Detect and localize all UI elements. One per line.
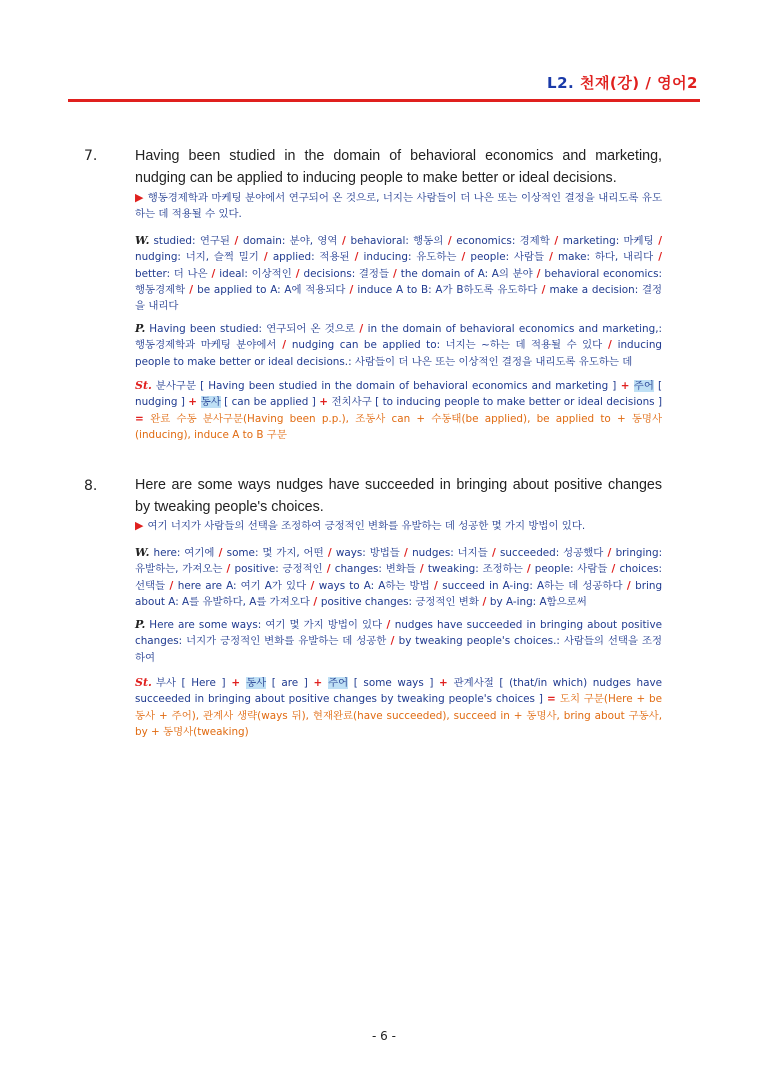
slash-separator: / (258, 251, 273, 264)
structure-label: 전치사구 (331, 396, 376, 409)
slash-separator: / (322, 563, 335, 576)
slash-separator: / (622, 579, 636, 592)
slash-separator: / (337, 235, 351, 247)
item-8-word-list (135, 547, 662, 608)
plus-sign: + (225, 677, 247, 689)
header-separator: / (639, 74, 658, 92)
equals-sign: = (542, 693, 560, 706)
item-8-number: 8. (84, 478, 98, 494)
item-8-phrases (135, 617, 662, 666)
item-7-sentence: Having been studied in the domain of behavioral economics and marketing, nudging can be applied to inducing people to make better or ideal decisions. (135, 148, 662, 186)
item-8-structure (135, 675, 662, 740)
phrase-item: inducing people to make better or ideal decisions.: 사람들이 더 나은 또는 이상적인 결정을 내리도록 유도하는 데 (135, 339, 662, 368)
structure-bracket: [ Having been studied in the domain of behavioral economics and marketing ] (200, 380, 617, 392)
page-number: - 6 - (372, 1029, 396, 1043)
slash-separator: / (386, 635, 399, 648)
vocab-item: ways to A: A하는 방법 (318, 579, 430, 592)
item-8-sentence: Here are some ways nudges have succeeded in bringing about positive changes by tweaking people's choices. (135, 477, 662, 515)
phrases-tag: P. (135, 618, 146, 631)
item-7-number: 7. (84, 148, 98, 164)
item-7-translation-text: 행동경제학과 마케팅 분야에서 연구되어 온 것으로, 너지는 사람들이 더 나은 또는 이상적인 결정을 내리도록 유도하는 데 적용될 수 있다. (135, 192, 662, 221)
phrases-tag: P. (135, 322, 146, 335)
vocab-item: inducing: 유도하는 (363, 251, 457, 264)
vocab-item: nudges: 너지들 (412, 547, 488, 559)
slash-separator: / (222, 563, 235, 576)
slash-separator: / (603, 547, 616, 559)
slash-separator: / (544, 251, 559, 264)
slash-separator: / (602, 339, 618, 352)
triangle-icon: ▶ (135, 519, 144, 532)
vocab-item: make a decision: 결정을 내리다 (135, 283, 663, 313)
header-lesson: L2. (547, 74, 580, 92)
slash-separator: / (229, 235, 243, 247)
slash-separator: / (354, 323, 368, 335)
words-tag: W. (135, 546, 150, 559)
structure-note: 도치 구문(Here + be동사 + 주어), 관계사 생략(ways 뒤), 현재완료(have succeeded), succeed in + 동명사, bring about 구동사, by + 동명사(tweaking) (135, 693, 662, 738)
structure-bracket: [ to inducing people to make better or ideal decisions ] (375, 396, 663, 409)
item-8-words (135, 545, 662, 610)
vocab-item: domain: 분야, 영역 (242, 235, 338, 247)
vocab-item: decisions: 결정들 (303, 267, 389, 280)
slash-separator: / (165, 579, 178, 592)
structure-label: 관계사절 (453, 677, 500, 689)
item-7-word-list (135, 235, 662, 312)
slash-separator: / (456, 251, 471, 264)
subject-label: 주어 (633, 380, 654, 392)
item-8-phrase-list (135, 619, 662, 664)
structure-tag: St. (135, 379, 152, 392)
structure-bracket: [ (that/in which) nudges have succeeded in bringing about positive changes by tweaking people's choices ] (135, 677, 662, 706)
plus-sign: + (319, 396, 332, 409)
vocab-item: ideal: 이상적인 (219, 267, 292, 280)
vocab-item: positive: 긍정적인 (234, 563, 323, 576)
vocab-item: applied: 적용된 (272, 251, 350, 264)
vocab-item: behavioral: 행동의 (350, 235, 444, 247)
slash-separator: / (537, 283, 550, 296)
slash-separator: / (549, 235, 563, 247)
slash-separator: / (207, 267, 220, 280)
slash-separator: / (443, 235, 457, 247)
vocab-item: nudging: 너지, 슬쩍 밀기 (135, 251, 259, 264)
slash-separator: / (345, 283, 358, 296)
vocab-item: make: 하다, 내리다 (558, 251, 654, 264)
slash-separator: / (653, 235, 663, 247)
item-7-structure (135, 378, 662, 443)
structure-bracket: [ can be applied ] (220, 396, 320, 409)
slash-separator: / (306, 579, 319, 592)
subject-label: 주어 (328, 677, 349, 689)
vocab-item: bringing: 유발하는, 가져오는 (135, 547, 663, 576)
structure-bracket: [ nudging ] (135, 380, 663, 409)
vocab-item: economics: 경제학 (456, 235, 550, 247)
slash-separator: / (532, 267, 545, 280)
header-rule (68, 99, 700, 102)
slash-separator: / (522, 563, 535, 576)
item-8-translation-text: 여기 너지가 사람들의 선택을 조정하여 긍정적인 변화를 유발하는 데 성공한 몇 가지 방법이 있다. (147, 520, 586, 532)
vocab-item: ways: 방법들 (335, 547, 400, 559)
vocab-item: some: 몇 가지, 어떤 (226, 547, 324, 559)
slash-separator: / (389, 267, 401, 280)
structure-bracket: [ are ] (266, 677, 314, 689)
phrase-item: by tweaking people's choices.: 사람들의 선택을 조정하여 (135, 635, 662, 664)
phrase-item: nudges have succeeded in bringing about positive changes: 너지가 긍정적인 변화를 유발하는 데 성공한 (135, 619, 662, 648)
structure-bracket: [ Here ] (181, 677, 226, 689)
plus-sign: + (616, 380, 634, 392)
vocab-item: induce A to B: A가 B하도록 유도하다 (357, 283, 538, 296)
slash-separator: / (415, 563, 428, 576)
item-7-translation (135, 190, 662, 223)
slash-separator: / (291, 267, 304, 280)
slash-separator: / (607, 563, 620, 576)
vocab-item: choices: 선택들 (135, 563, 663, 592)
slash-separator: / (276, 339, 292, 352)
item-7-phrases (135, 321, 662, 370)
verb-label: 동사 (200, 396, 221, 409)
slash-separator: / (382, 619, 395, 631)
header-course: 영어2 (657, 74, 698, 92)
slash-separator: / (323, 547, 336, 559)
item-7-phrase-list (135, 323, 662, 368)
vocab-item: studied: 연구된 (153, 235, 230, 247)
slash-separator: / (429, 579, 443, 592)
slash-separator: / (349, 251, 364, 264)
phrase-item: Having been studied: 연구되어 온 것으로 (149, 323, 355, 335)
vocab-item: people: 사람들 (534, 563, 608, 576)
vocab-item: bring about A: A를 유발하다, A를 가져오다 (135, 579, 663, 608)
header-publisher: 천재(강) (579, 74, 640, 92)
vocab-item: succeeded: 성공했다 (499, 547, 604, 559)
structure-note: 완료 수동 분사구문(Having been p.p.), 조동사 can + 수동태(be applied), be applied to + 동명사(inducing), induce A to B 구문 (135, 412, 663, 441)
slash-separator: / (653, 251, 663, 264)
plus-sign: + (188, 396, 201, 409)
slash-separator: / (214, 547, 227, 559)
vocab-item: succeed in A-ing: A하는 데 성공하다 (442, 579, 623, 592)
phrase-item: in the domain of behavioral economics and marketing,: 행동경제학과 마케팅 분야에서 (135, 323, 662, 352)
vocab-item: changes: 변화들 (334, 563, 416, 576)
vocab-item: better: 더 나은 (135, 267, 208, 280)
vocab-item: positive changes: 긍정적인 변화 (320, 595, 479, 608)
structure-label: 분사구문 (155, 380, 201, 392)
plus-sign: + (313, 677, 329, 689)
slash-separator: / (487, 547, 500, 559)
slash-separator: / (399, 547, 413, 559)
item-7-words (135, 233, 662, 314)
vocab-item: the domain of A: A의 분야 (400, 267, 533, 280)
item-8-translation (135, 518, 662, 534)
vocab-item: behavioral economics: 행동경제학 (135, 267, 662, 296)
words-tag: W. (135, 234, 150, 247)
page-header (547, 72, 698, 93)
verb-label: 동사 (246, 677, 267, 689)
structure-bracket: [ some ways ] (348, 677, 440, 689)
structure-label: 부사 (155, 677, 182, 689)
triangle-icon: ▶ (135, 191, 144, 204)
vocab-item: by A-ing: A함으로써 (489, 595, 587, 608)
vocab-item: be applied to A: A에 적용되다 (197, 283, 346, 296)
plus-sign: + (439, 677, 454, 689)
structure-tag: St. (135, 676, 152, 689)
phrase-item: Here are some ways: 여기 몇 가지 방법이 있다 (149, 619, 383, 631)
vocab-item: here: 여기에 (153, 547, 215, 559)
equals-sign: = (135, 412, 151, 425)
slash-separator: / (309, 595, 321, 608)
phrase-item: nudging can be applied to: 너지는 ~하는 데 적용될 수 있다 (291, 339, 603, 352)
vocab-item: marketing: 마케팅 (562, 235, 654, 247)
slash-separator: / (185, 283, 198, 296)
vocab-item: tweaking: 조정하는 (427, 563, 523, 576)
slash-separator: / (478, 595, 490, 608)
vocab-item: people: 사람들 (470, 251, 545, 264)
vocab-item: here are A: 여기 A가 있다 (177, 579, 307, 592)
